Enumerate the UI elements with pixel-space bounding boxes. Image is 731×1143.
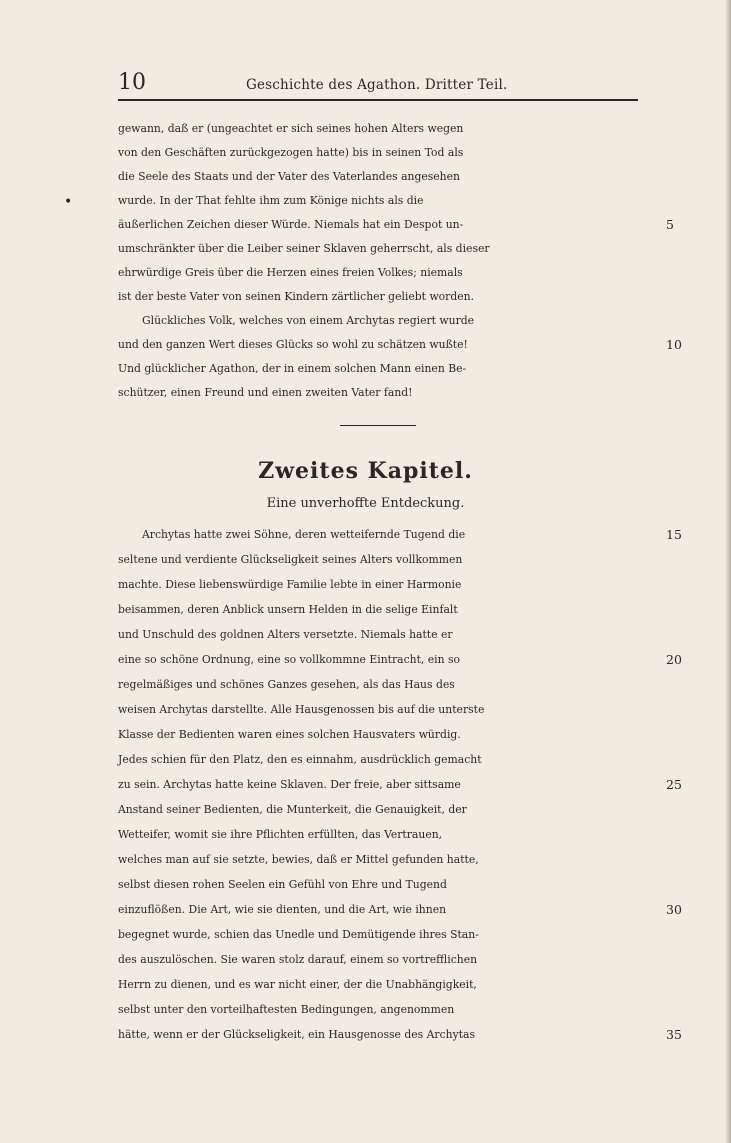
text-line: und Unschuld des goldnen Alters versetzte. Niemals hatte er (118, 628, 453, 641)
line-number: 20 (666, 652, 682, 667)
text-line: Anstand seiner Bedienten, die Munterkeit, die Genauigkeit, der (118, 803, 467, 816)
text-line: von den Geschäften zurückgezogen hatte) bis in seinen Tod als (118, 146, 464, 159)
text-line: die Seele des Staats und der Vater des Vaterlandes angesehen (118, 170, 460, 183)
text-line: selbst diesen rohen Seelen ein Gefühl von Ehre und Tugend (118, 878, 447, 891)
line-number: 30 (666, 902, 682, 917)
text-line: eine so schöne Ordnung, eine so vollkommne Eintracht, ein so (118, 653, 461, 666)
page-number: 10 (118, 70, 146, 95)
chapter-title: Zweites Kapitel. (258, 458, 473, 484)
text-line: einzuflößen. Die Art, wie sie dienten, und die Art, wie ihnen (118, 903, 447, 916)
text-line: Archytas hatte zwei Söhne, deren wetteifernde Tugend die (142, 528, 466, 541)
text-line: Glückliches Volk, welches von einem Archytas regiert wurde (142, 314, 475, 327)
text-line: ehrwürdige Greis über die Herzen eines freien Volkes; niemals (118, 266, 463, 279)
text-line: schützer, einen Freund und einen zweiten Vater fand! (118, 386, 413, 399)
page-edge-shadow (725, 0, 731, 1143)
text-line: seltene und verdiente Glückseligkeit seines Alters vollkommen (118, 553, 463, 566)
text-line: regelmäßiges und schönes Ganzes gesehen, als das Haus des (118, 678, 455, 691)
line-number: 25 (666, 777, 682, 792)
text-line: ist der beste Vater von seinen Kindern zärtlicher geliebt worden. (118, 290, 475, 303)
header-rule (118, 99, 638, 101)
text-line: zu sein. Archytas hatte keine Sklaven. Der freie, aber sittsame (118, 778, 461, 791)
line-number: 35 (666, 1027, 682, 1042)
text-line: und den ganzen Wert dieses Glücks so wohl zu schätzen wußte! (118, 338, 468, 351)
text-line: Jedes schien für den Platz, den es einnahm, ausdrücklich gemacht (118, 753, 482, 766)
text-line: umschränkter über die Leiber seiner Sklaven geherrscht, als dieser (118, 242, 490, 255)
text-line: Und glücklicher Agathon, der in einem solchen Mann einen Be- (118, 362, 467, 375)
line-number: 10 (666, 337, 682, 352)
text-line: Wetteifer, womit sie ihre Pflichten erfüllten, das Vertrauen, (118, 828, 443, 841)
text-line: welches man auf sie setzte, bewies, daß er Mittel gefunden hatte, (118, 853, 479, 866)
text-line: beisammen, deren Anblick unsern Helden in die selige Einfalt (118, 603, 458, 616)
text-line: Klasse der Bedienten waren eines solchen Hausvaters würdig. (118, 728, 461, 741)
text-line: selbst unter den vorteilhaftesten Bedingungen, angenommen (118, 1003, 455, 1016)
text-line: gewann, daß er (ungeachtet er sich seines hohen Alters wegen (118, 122, 464, 135)
text-line: begegnet wurde, schien das Unedle und Demütigende ihres Stan- (118, 928, 479, 941)
line-number: 5 (666, 217, 674, 232)
text-line: wurde. In der That fehlte ihm zum Könige nichts als die (118, 194, 424, 207)
text-line: weisen Archytas darstellte. Alle Hausgenossen bis auf die unterste (118, 703, 485, 716)
chapter-subtitle: Eine unverhoffte Entdeckung. (266, 496, 465, 511)
text-line: des auszulöschen. Sie waren stolz darauf, einem so vortrefflichen (118, 953, 478, 966)
line-number: 15 (666, 527, 682, 542)
text-line: machte. Diese liebenswürdige Familie lebte in einer Harmonie (118, 578, 462, 591)
running-title: Geschichte des Agathon. Dritter Teil. (246, 77, 508, 93)
text-line: äußerlichen Zeichen dieser Würde. Niemals hat ein Despot un- (118, 218, 464, 231)
section-separator (340, 425, 416, 426)
margin-mark: • (64, 194, 73, 210)
text-line: hätte, wenn er der Glückseligkeit, ein Hausgenosse des Archytas (118, 1028, 476, 1041)
text-line: Herrn zu dienen, und es war nicht einer, der die Unabhängigkeit, (118, 978, 477, 991)
